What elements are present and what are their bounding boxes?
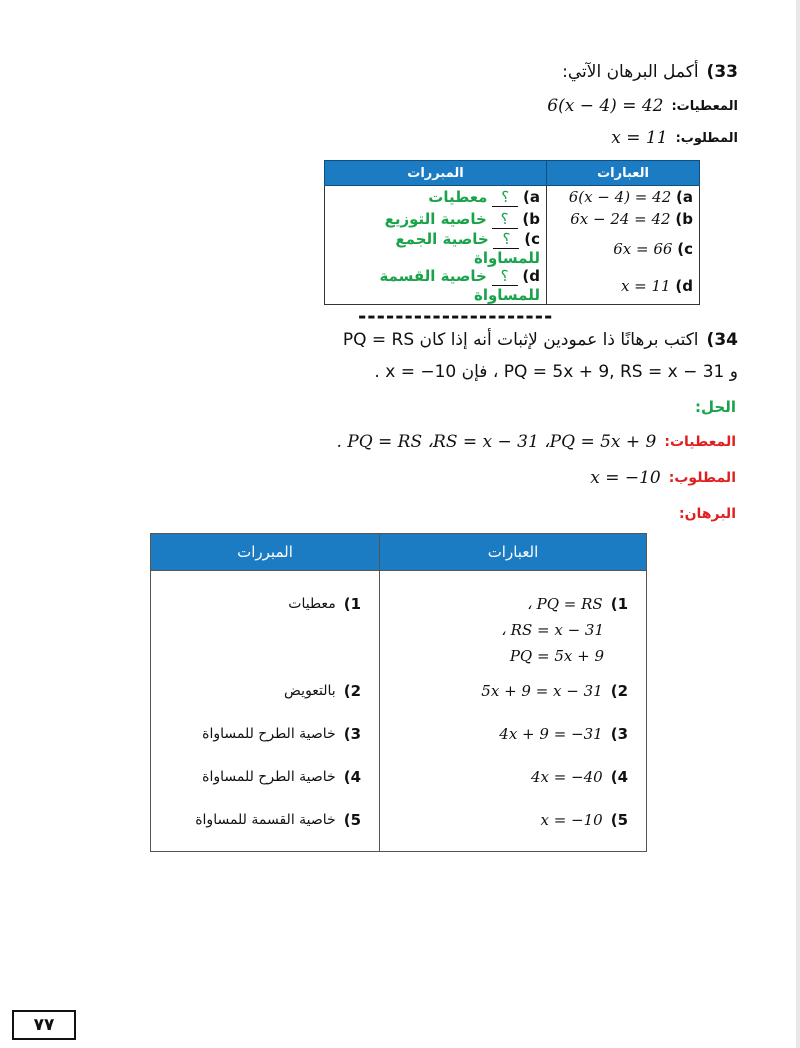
problem-34-line2: و PQ = 5x + 9, RS = x − 31 ، فإن x = −10 . bbox=[374, 362, 738, 382]
row-number: 1) bbox=[610, 595, 628, 613]
reasons-header: المبررات bbox=[325, 161, 547, 186]
row-reason: خاصية التوزيع bbox=[384, 209, 487, 228]
table-row bbox=[151, 712, 647, 755]
solution-label: الحل: bbox=[695, 398, 736, 416]
table-row bbox=[325, 230, 700, 267]
row-letter: c) bbox=[524, 230, 540, 248]
problem-33-prompt: أكمل البرهان الآتي: bbox=[562, 62, 699, 82]
row-letter: a) bbox=[676, 188, 693, 206]
given-value: 6(x − 4) = 42 bbox=[547, 96, 664, 116]
row-letter: d) bbox=[675, 276, 693, 295]
reasons-header: المبررات bbox=[151, 534, 380, 571]
row-statement: 6(x − 4) = 42 bbox=[568, 188, 672, 206]
row-reason: خاصية الطرح للمساواة bbox=[202, 768, 336, 785]
proof-label: البرهان: bbox=[679, 506, 736, 522]
row-number: 1) bbox=[343, 595, 361, 613]
answer-blank[interactable]: ؟ bbox=[492, 267, 518, 286]
required-label: المطلوب: bbox=[668, 470, 736, 486]
row-statement: 6x = 66 bbox=[613, 239, 673, 258]
row-letter: b) bbox=[675, 210, 693, 228]
proof-table-33 bbox=[324, 160, 700, 305]
table-row bbox=[325, 186, 700, 209]
problem-34-number: 34) bbox=[706, 330, 738, 350]
row-number: 4) bbox=[343, 767, 361, 786]
required-label: المطلوب: bbox=[675, 130, 738, 146]
answer-blank[interactable]: ؟ bbox=[492, 188, 518, 207]
row-statement: 4x = −40 bbox=[530, 767, 603, 786]
statements-header: العبارات bbox=[380, 534, 647, 571]
row-letter: d) bbox=[522, 267, 540, 285]
problem-33-given bbox=[547, 96, 738, 116]
row-number: 2) bbox=[610, 681, 628, 700]
problem-33-required bbox=[611, 128, 738, 148]
row-statement: PQ = 5x + 9 bbox=[509, 647, 604, 665]
row-statement: 6x − 24 = 42 bbox=[570, 210, 671, 228]
problem-33-number: 33) bbox=[706, 62, 738, 82]
page-number: ٧٧ bbox=[12, 1010, 76, 1040]
dashed-separator: --------------------- bbox=[358, 304, 554, 328]
row-letter: c) bbox=[677, 239, 693, 258]
row-statement: PQ = RS ، bbox=[527, 595, 603, 613]
problem-34-required bbox=[590, 468, 736, 488]
row-number: 3) bbox=[610, 724, 628, 743]
statements-header: العبارات bbox=[547, 161, 700, 186]
row-reason: خاصية الجمع للمساواة bbox=[395, 230, 540, 267]
problem-33-heading bbox=[562, 62, 738, 82]
table-row bbox=[151, 669, 647, 712]
problem-34-line1: اكتب برهانًا ذا عمودين لإثبات أنه إذا كان PQ = RS bbox=[342, 330, 699, 350]
row-reason: بالتعويض bbox=[284, 682, 336, 699]
row-reason: خاصية الطرح للمساواة bbox=[202, 725, 336, 742]
required-value: x = 11 bbox=[611, 128, 668, 148]
row-statement: 5x + 9 = x − 31 bbox=[481, 681, 603, 700]
given-label: المعطيات: bbox=[664, 434, 736, 450]
given-label: المعطيات: bbox=[671, 98, 738, 114]
row-number: 2) bbox=[343, 681, 361, 700]
answer-blank[interactable]: ؟ bbox=[493, 230, 519, 249]
row-statement: x = −10 bbox=[540, 810, 603, 829]
proof-table-34 bbox=[150, 533, 647, 852]
page-edge-shadow bbox=[796, 0, 800, 1048]
table-row bbox=[151, 798, 647, 852]
table-row bbox=[151, 755, 647, 798]
required-value: x = −10 bbox=[590, 468, 661, 488]
row-reason: خاصية القسمة للمساواة bbox=[379, 267, 540, 304]
table-row bbox=[325, 267, 700, 305]
table-row bbox=[151, 571, 647, 670]
row-statement: RS = x − 31 ، bbox=[501, 621, 604, 639]
row-statement: x = 11 bbox=[620, 276, 671, 295]
row-letter: a) bbox=[523, 187, 540, 206]
row-number: 5) bbox=[343, 810, 361, 829]
row-reason: خاصية القسمة للمساواة bbox=[195, 811, 336, 828]
row-statement: 4x + 9 = −31 bbox=[499, 724, 603, 743]
row-reason: معطيات bbox=[428, 187, 488, 206]
answer-blank[interactable]: ؟ bbox=[492, 210, 518, 229]
row-number: 3) bbox=[343, 724, 361, 743]
given-value: PQ = RS ،RS = x − 31 ،PQ = 5x + 9 . bbox=[336, 432, 657, 452]
row-letter: b) bbox=[522, 209, 540, 228]
row-number: 4) bbox=[610, 767, 628, 786]
problem-34-given bbox=[336, 432, 736, 452]
problem-34-heading bbox=[343, 330, 738, 350]
row-reason: معطيات bbox=[288, 596, 336, 612]
table-row bbox=[325, 208, 700, 230]
row-number: 5) bbox=[610, 810, 628, 829]
